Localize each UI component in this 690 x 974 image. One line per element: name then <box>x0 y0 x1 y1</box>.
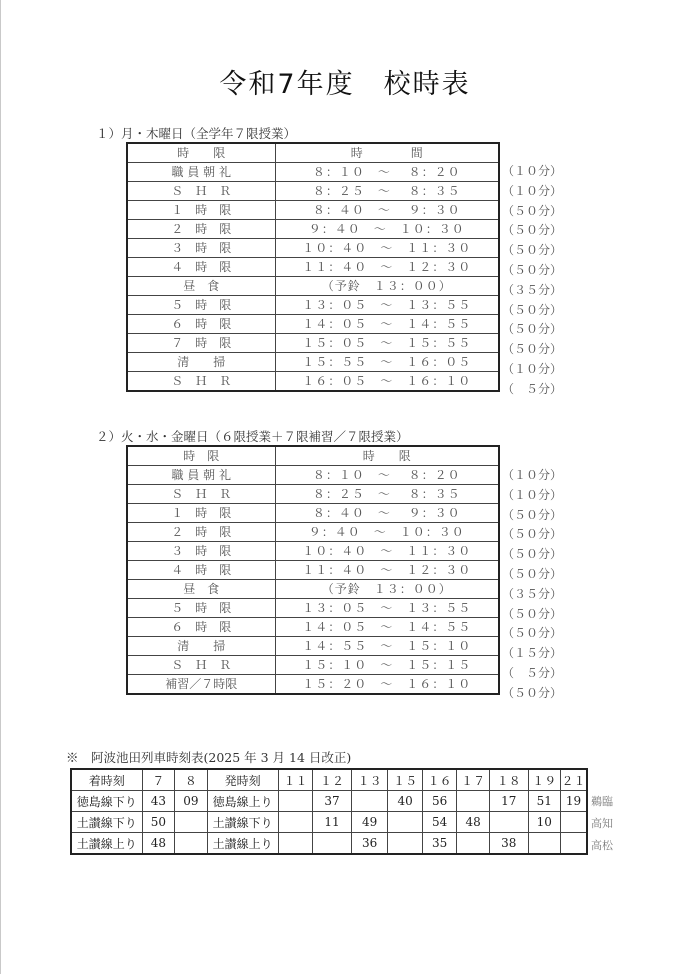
time-cell: １５：１０ ～ １５：１５ <box>275 656 499 675</box>
departure-hour: １１ <box>278 769 313 791</box>
schedule-row <box>127 258 499 277</box>
time-cell: ８：２５ ～ ８：３５ <box>275 485 499 504</box>
duration-note: （ ５分） <box>502 381 563 396</box>
schedule-row <box>127 239 499 258</box>
departure-minute: 40 <box>388 791 423 812</box>
destination-note: 鵜臨 <box>591 795 613 808</box>
train-row <box>71 791 587 812</box>
period-cell: 補習／７時限 <box>127 675 275 695</box>
schedule-row <box>127 296 499 315</box>
period-cell: 職 員 朝 礼 <box>127 466 275 485</box>
period-cell: ６ 時 限 <box>127 618 275 637</box>
departure-minute <box>278 812 313 833</box>
header-time: 時 間 <box>275 143 499 163</box>
arrival-minute: 50 <box>142 812 175 833</box>
schedule-table-2 <box>126 445 500 695</box>
train-header-row <box>71 769 587 791</box>
departure-header: 発時刻 <box>207 769 278 791</box>
period-cell: ７ 時 限 <box>127 334 275 353</box>
period-cell: ６ 時 限 <box>127 315 275 334</box>
departure-minute: 51 <box>528 791 561 812</box>
period-cell: ４ 時 限 <box>127 561 275 580</box>
departure-minute <box>528 833 561 855</box>
period-cell: Ｓ Ｈ Ｒ <box>127 372 275 392</box>
departure-minute: 54 <box>422 812 457 833</box>
period-cell: Ｓ Ｈ Ｒ <box>127 656 275 675</box>
departure-minute <box>388 812 423 833</box>
departure-minute: 56 <box>422 791 457 812</box>
schedule-row <box>127 182 499 201</box>
time-cell: １４：５５ ～ １５：１０ <box>275 637 499 656</box>
departure-minute <box>278 833 313 855</box>
departure-minute <box>489 812 528 833</box>
schedule-row <box>127 618 499 637</box>
train-notes <box>591 791 613 857</box>
duration-note: （ ５分） <box>502 665 563 680</box>
departure-minute: 36 <box>351 833 388 855</box>
schedule-row <box>127 656 499 675</box>
schedule-row <box>127 201 499 220</box>
departure-line: 土讃線上り <box>207 833 278 855</box>
time-cell: １１：４０ ～ １２：３０ <box>275 561 499 580</box>
period-cell: ２ 時 限 <box>127 523 275 542</box>
schedule-row <box>127 523 499 542</box>
header-period: 時 限 <box>127 143 275 163</box>
period-cell: Ｓ Ｈ Ｒ <box>127 485 275 504</box>
time-cell: ８：１０ ～ ８：２０ <box>275 466 499 485</box>
time-cell: １５：２０ ～ １６：１０ <box>275 675 499 695</box>
duration-note: （５０分） <box>502 302 563 317</box>
duration-note: （１０分） <box>502 487 563 502</box>
period-cell: 昼 食 <box>127 277 275 296</box>
section2-title: ２）火・水・金曜日（６限授業＋７限補習／７限授業） <box>96 429 409 444</box>
period-cell: １ 時 限 <box>127 504 275 523</box>
duration-note: （５０分） <box>502 566 563 581</box>
departure-minute <box>561 833 587 855</box>
arrival-line: 土讃線上り <box>71 833 142 855</box>
departure-hour: １２ <box>313 769 352 791</box>
arrival-header: 着時刻 <box>71 769 142 791</box>
page-title: 令和7年度 校時表 <box>219 69 471 100</box>
duration-note: （１５分） <box>502 646 563 661</box>
departure-minute: 49 <box>351 812 388 833</box>
schedule-table-1 <box>126 142 500 392</box>
time-cell: ８：４０ ～ ９：３０ <box>275 201 499 220</box>
duration-note: （５０分） <box>502 626 563 641</box>
duration-note: （５０分） <box>502 322 563 337</box>
departure-minute <box>457 791 490 812</box>
period-cell: ３ 時 限 <box>127 542 275 561</box>
departure-minute: 19 <box>561 791 587 812</box>
duration-note: （５０分） <box>502 547 563 562</box>
duration-note: （５０分） <box>502 262 563 277</box>
duration-note: （５０分） <box>502 243 563 258</box>
duration-note: （５０分） <box>502 223 563 238</box>
time-cell: ９：４０ ～ １０：３０ <box>275 220 499 239</box>
time-cell: ９：４０ ～ １０：３０ <box>275 523 499 542</box>
departure-minute <box>351 791 388 812</box>
departure-minute: 17 <box>489 791 528 812</box>
schedule-row <box>127 485 499 504</box>
departure-hour: １８ <box>489 769 528 791</box>
time-cell: ８：２５ ～ ８：３５ <box>275 182 499 201</box>
arrival-minute <box>175 833 208 855</box>
period-cell: ３ 時 限 <box>127 239 275 258</box>
departure-minute <box>561 812 587 833</box>
header-period: 時 限 <box>127 446 275 466</box>
time-cell: １４：０５ ～ １４：５５ <box>275 315 499 334</box>
schedule-row <box>127 675 499 695</box>
arrival-line: 徳島線下り <box>71 791 142 812</box>
schedule-row <box>127 315 499 334</box>
departure-hour: １７ <box>457 769 490 791</box>
schedule-row <box>127 637 499 656</box>
duration-note: （３５分） <box>502 282 563 297</box>
time-cell: １６：０５ ～ １６：１０ <box>275 372 499 392</box>
header-time: 時 限 <box>275 446 499 466</box>
time-cell: １０：４０ ～ １１：３０ <box>275 542 499 561</box>
departure-minute: 10 <box>528 812 561 833</box>
schedule-row <box>127 561 499 580</box>
time-cell: １１：４０ ～ １２：３０ <box>275 258 499 277</box>
schedule-row <box>127 277 499 296</box>
duration-note: （５０分） <box>502 606 563 621</box>
duration-note: （５０分） <box>502 342 563 357</box>
period-cell: 昼 食 <box>127 580 275 599</box>
arrival-minute: 09 <box>175 791 208 812</box>
duration-note: （１０分） <box>502 468 563 482</box>
duration-note: （３５分） <box>502 586 563 601</box>
time-cell: １３：０５ ～ １３：５５ <box>275 296 499 315</box>
destination-note: 高知 <box>591 817 613 830</box>
train-row <box>71 812 587 833</box>
arrival-minute: 48 <box>142 833 175 855</box>
time-cell: （予鈴 １３：００） <box>275 580 499 599</box>
departure-hour: ２１ <box>561 769 587 791</box>
period-cell: ５ 時 限 <box>127 599 275 618</box>
duration-note: （５０分） <box>502 203 563 218</box>
arrival-minute: 43 <box>142 791 175 812</box>
arrival-hour: ８ <box>175 769 208 791</box>
period-cell: ４ 時 限 <box>127 258 275 277</box>
duration-note: （１０分） <box>502 361 563 376</box>
time-cell: １０：４０ ～ １１：３０ <box>275 239 499 258</box>
schedule-row <box>127 466 499 485</box>
schedule-row <box>127 580 499 599</box>
arrival-hour: ７ <box>142 769 175 791</box>
departure-minute: 48 <box>457 812 490 833</box>
schedule-row <box>127 372 499 392</box>
time-cell: １５：５５ ～ １６：０５ <box>275 353 499 372</box>
period-cell: 清 掃 <box>127 353 275 372</box>
schedule-row <box>127 163 499 182</box>
departure-minute <box>388 833 423 855</box>
time-cell: １３：０５ ～ １３：５５ <box>275 599 499 618</box>
schedule-row <box>127 334 499 353</box>
departure-line: 徳島線上り <box>207 791 278 812</box>
schedule-row <box>127 542 499 561</box>
schedule-row <box>127 220 499 239</box>
duration-note: （１０分） <box>502 164 563 178</box>
departure-minute <box>457 833 490 855</box>
departure-minute: 38 <box>489 833 528 855</box>
time-cell: ８：１０ ～ ８：２０ <box>275 163 499 182</box>
time-cell: ８：４０ ～ ９：３０ <box>275 504 499 523</box>
period-cell: Ｓ Ｈ Ｒ <box>127 182 275 201</box>
arrival-minute <box>175 812 208 833</box>
time-cell: （予鈴 １３：００） <box>275 277 499 296</box>
period-cell: ５ 時 限 <box>127 296 275 315</box>
period-cell: 清 掃 <box>127 637 275 656</box>
departure-hour: １５ <box>388 769 423 791</box>
period-cell: 職 員 朝 礼 <box>127 163 275 182</box>
departure-hour: １９ <box>528 769 561 791</box>
page-edge <box>0 0 1 974</box>
destination-note: 高松 <box>591 839 613 852</box>
section1-title: １）月・木曜日（全学年７限授業） <box>96 126 297 141</box>
duration-note: （１０分） <box>502 183 563 198</box>
departure-minute: 11 <box>313 812 352 833</box>
time-cell: １５：０５ ～ １５：５５ <box>275 334 499 353</box>
departure-line: 土讃線下り <box>207 812 278 833</box>
arrival-line: 土讃線下り <box>71 812 142 833</box>
departure-minute <box>278 791 313 812</box>
departure-minute: 37 <box>313 791 352 812</box>
train-timetable-title: ※ 阿波池田列車時刻表(2025 年 3 月 14 日改正) <box>66 750 352 765</box>
period-cell: ２ 時 限 <box>127 220 275 239</box>
duration-notes-1 <box>502 161 582 399</box>
schedule-header-row <box>127 446 499 466</box>
train-timetable <box>70 768 588 855</box>
train-row <box>71 833 587 855</box>
duration-note: （５０分） <box>502 527 563 542</box>
departure-hour: １６ <box>422 769 457 791</box>
schedule-row <box>127 599 499 618</box>
period-cell: １ 時 限 <box>127 201 275 220</box>
time-cell: １４：０５ ～ １４：５５ <box>275 618 499 637</box>
schedule-row <box>127 504 499 523</box>
departure-minute <box>313 833 352 855</box>
schedule-row <box>127 353 499 372</box>
duration-note: （５０分） <box>502 685 563 700</box>
departure-minute: 35 <box>422 833 457 855</box>
departure-hour: １３ <box>351 769 388 791</box>
schedule-header-row <box>127 143 499 163</box>
duration-notes-2 <box>502 465 582 703</box>
duration-note: （５０分） <box>502 507 563 522</box>
